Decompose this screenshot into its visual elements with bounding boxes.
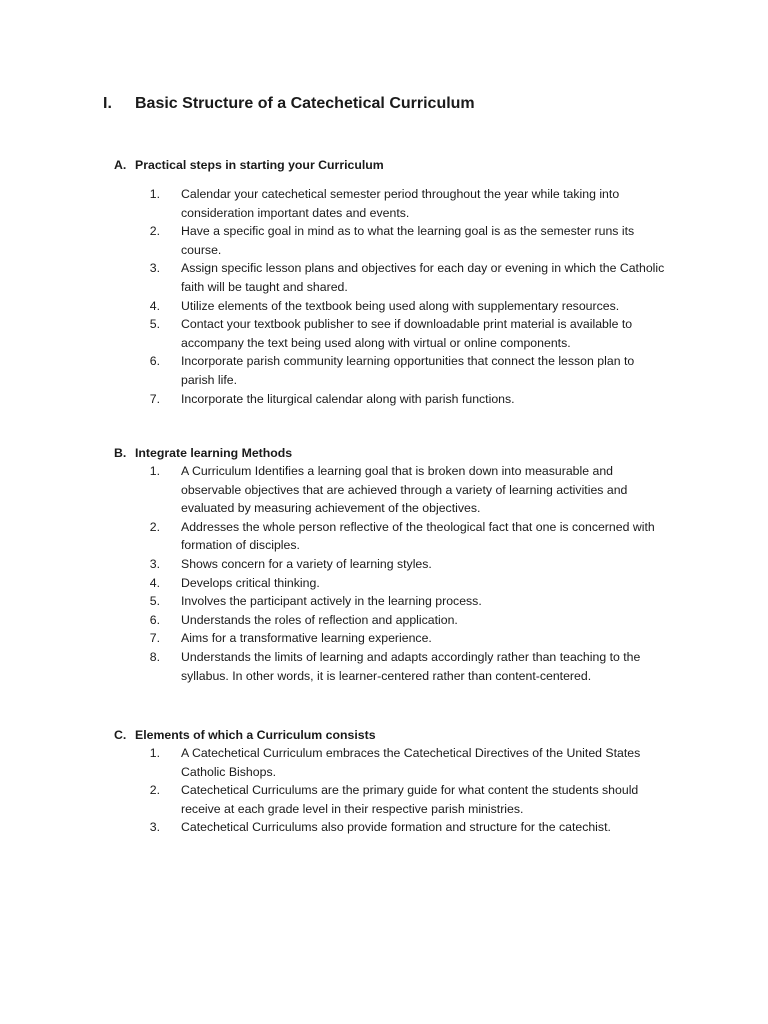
section-title [114,156,694,174]
list-item-text [181,818,681,837]
list-item-number: 1. [149,746,160,760]
section-list [114,462,694,685]
list-item [114,555,694,574]
section-list [114,185,694,408]
list-item [114,592,694,611]
list-item-text [181,555,681,574]
list-item [114,462,694,518]
list-item-line: Addresses the whole person reflective of the theological fact that one is concerned with [181,519,655,534]
list-item [114,259,694,296]
list-item-number: 1. [149,464,160,478]
list-item-text [181,222,681,259]
list-item-number: 7. [149,631,160,646]
list-item-number: 3. [149,556,160,571]
list-item-number: 7. [149,391,160,406]
heading-title: Basic Structure of a Catechetical Curriculum [135,95,475,112]
list-item [114,781,694,818]
page-heading [103,93,475,115]
list-item-line: Understands the limits of learning and adapts accordingly rather than teaching to the [181,649,641,664]
list-item-text [181,185,681,222]
list-item-line: observable objectives that are achieved through a variety of learning activities and [181,482,628,497]
list-item-line: Develops critical thinking. [181,575,320,590]
list-item-number: 6. [149,354,160,369]
list-item [114,352,694,389]
section-title-text: Elements of which a Curriculum consists [135,728,376,742]
list-item [114,629,694,648]
list-item-line: A Curriculum Identifies a learning goal that is broken down into measurable and [181,464,614,478]
list-item-line: accompany the text being used along with virtual or online components. [181,335,571,350]
section-letter: A. [114,158,127,172]
list-item-text [181,297,681,316]
list-item-line: Have a specific goal in mind as to what the learning goal is as the semester runs its [181,224,635,239]
list-item-number: 2. [149,783,160,798]
list-item-text [181,592,681,611]
list-item-number: 3. [149,261,160,276]
list-item-text [181,315,681,352]
list-item-line: syllabus. In other words, it is learner-centered rather than content-centered. [181,668,592,683]
list-item [114,297,694,316]
list-item-text [181,352,681,389]
list-item-text [181,518,681,555]
list-item-number: 2. [149,224,160,239]
list-item [114,648,694,685]
section-title-text: Practical steps in starting your Curriculum [135,158,384,172]
list-item-number: 4. [149,298,160,313]
list-item-text [181,390,681,409]
list-item-number: 5. [149,594,160,609]
list-item-line: Involves the participant actively in the learning process. [181,594,482,609]
list-item-line: Understands the roles of reflection and application. [181,612,458,627]
section-a [114,156,694,408]
list-item-line: A Catechetical Curriculum embraces the Catechetical Directives of the United States [181,746,641,760]
list-item-line: Shows concern for a variety of learning styles. [181,556,432,571]
list-item-line: course. [181,242,222,257]
list-item [114,818,694,837]
list-item-line: formation of disciples. [181,538,300,553]
section-list [114,744,694,837]
list-item-line: evaluated by measuring achievement of the objectives. [181,501,481,516]
list-item-text [181,259,681,296]
list-item-number: 4. [149,575,160,590]
section-title [114,726,694,744]
list-item-line: Catholic Bishops. [181,764,277,779]
list-item [114,518,694,555]
list-item [114,315,694,352]
section-c [114,726,694,837]
list-item-number: 6. [149,612,160,627]
list-item [114,390,694,409]
list-item-number: 1. [149,187,160,201]
list-item-number: 3. [149,820,160,835]
list-item-line: Aims for a transformative learning experience. [181,631,432,646]
list-item [114,574,694,593]
list-item-line: Incorporate parish community learning opportunities that connect the lesson plan to [181,354,635,369]
list-item-text [181,648,681,685]
section-title-text: Integrate learning Methods [135,446,293,460]
list-item-line: parish life. [181,372,238,387]
list-item-line: Assign specific lesson plans and objectives for each day or evening in which the Catholic [181,261,665,276]
section-b [114,444,694,685]
list-item-line: receive at each grade level in their respective parish ministries. [181,801,524,816]
list-item [114,744,694,781]
list-item-line: Catechetical Curriculums are the primary guide for what content the students should [181,783,639,798]
list-item-line: faith will be taught and shared. [181,279,348,294]
list-item-text [181,574,681,593]
list-item-line: Contact your textbook publisher to see if downloadable print material is available to [181,317,633,332]
list-item-text [181,611,681,630]
list-item-text [181,781,681,818]
list-item-line: Utilize elements of the textbook being used along with supplementary resources. [181,298,620,313]
list-item-line: Incorporate the liturgical calendar along with parish functions. [181,391,515,406]
list-item-line: Calendar your catechetical semester period throughout the year while taking into [181,187,620,201]
list-item-line: Catechetical Curriculums also provide formation and structure for the catechist. [181,820,611,835]
heading-number: I. [103,95,112,112]
list-item-line: consideration important dates and events. [181,205,410,220]
section-letter: B. [114,446,127,460]
list-item-text [181,744,681,781]
section-letter: C. [114,728,127,742]
list-item [114,222,694,259]
list-item [114,185,694,222]
list-item-number: 2. [149,519,160,534]
section-title [114,444,694,462]
list-item-text [181,629,681,648]
list-item-number: 8. [149,649,160,664]
list-item-text [181,462,681,518]
list-item-number: 5. [149,317,160,332]
list-item [114,611,694,630]
